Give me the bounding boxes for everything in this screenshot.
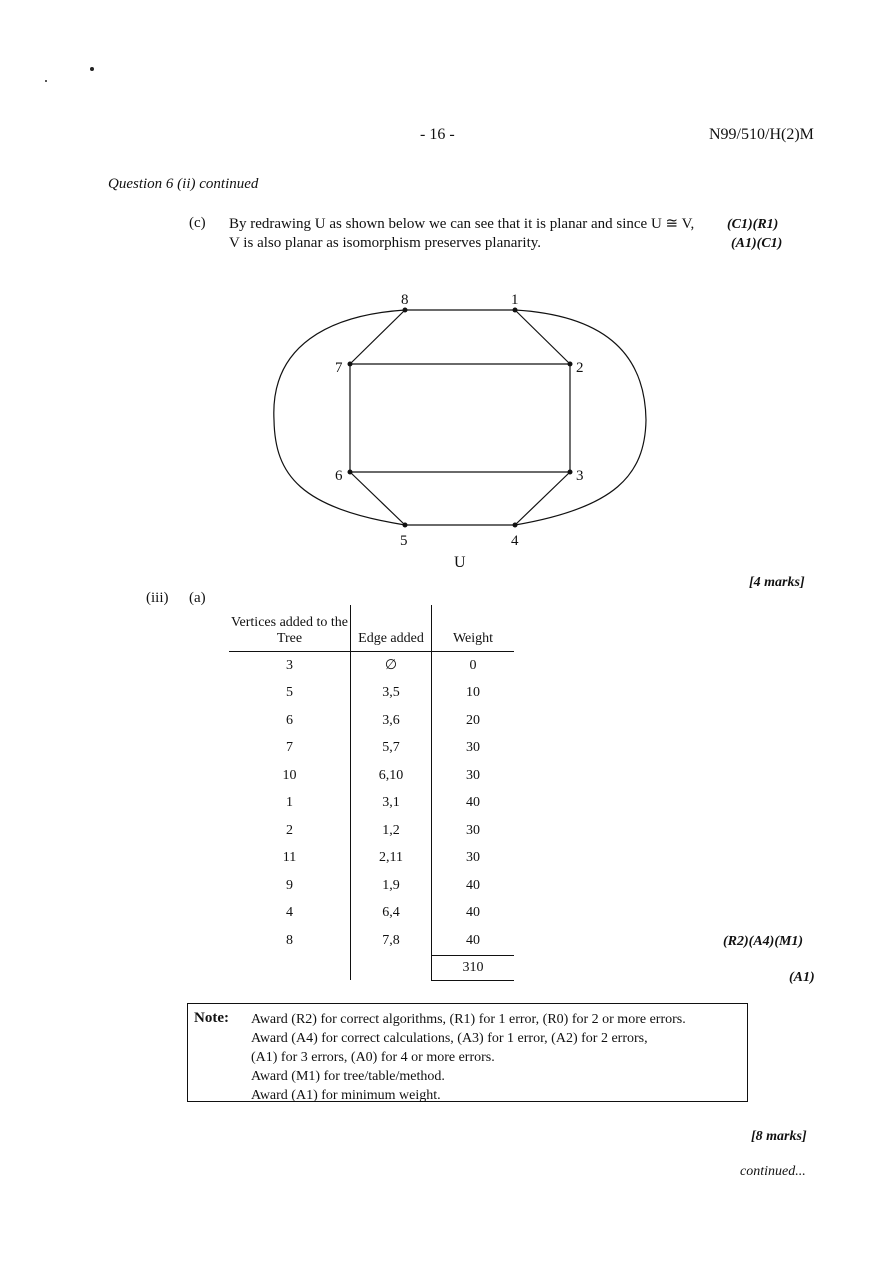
table-row: 5 3,5 10 (229, 680, 514, 708)
continued-label: continued... (740, 1164, 806, 1179)
table-row: 4 6,4 40 (229, 900, 514, 928)
paper-code: N99/510/H(2)M (709, 126, 814, 143)
part-c-label: (c) (189, 215, 206, 231)
marks-four: [4 marks] (749, 575, 805, 590)
vertex-2 (568, 362, 573, 367)
vertex-1 (513, 308, 518, 313)
note-line-5: Award (A1) for minimum weight. (251, 1088, 441, 1103)
note-line-1: Award (R2) for correct algorithms, (R1) for 1 error, (R0) for 2 or more errors. (251, 1012, 686, 1027)
vertex-8 (403, 308, 408, 313)
table-total-row (229, 955, 514, 980)
vertex-label-7: 7 (335, 360, 343, 376)
note-line-2: Award (A4) for correct calculations, (A3) for 1 error, (A2) for 2 errors, (251, 1031, 648, 1046)
prim-algorithm-table (229, 605, 514, 981)
table-row: 3 ∅ 0 (229, 652, 514, 680)
marks-a1-c1: (A1)(C1) (731, 236, 783, 251)
marks-eight: [8 marks] (751, 1129, 807, 1144)
part-c-text (229, 215, 694, 253)
vertex-label-1: 1 (511, 292, 519, 308)
note-line-4: Award (M1) for tree/table/method. (251, 1069, 445, 1084)
table-row: 10 6,10 30 (229, 762, 514, 790)
table-row: 6 3,6 20 (229, 707, 514, 735)
vertex-label-2: 2 (576, 360, 584, 376)
vertex-5 (403, 523, 408, 528)
table-row: 8 7,8 40 (229, 927, 514, 955)
edge-8-5-outer (274, 310, 405, 525)
table-row: 2 1,2 30 (229, 817, 514, 845)
part-c-line-1: By redrawing U as shown below we can see that it is planar and since U ≅ V, (229, 216, 695, 232)
edge-6-5 (350, 472, 405, 525)
column-header-vertices: Vertices added to the Tree (229, 605, 351, 652)
marks-r2-a4-m1: (R2)(A4)(M1) (723, 934, 804, 949)
table-row: 9 1,9 40 (229, 872, 514, 900)
scan-speck (90, 67, 94, 71)
table-row: 11 2,11 30 (229, 845, 514, 873)
column-header-edge: Edge added (351, 605, 432, 652)
part-iii-a-label: (a) (189, 590, 206, 606)
vertex-label-6: 6 (335, 468, 343, 484)
planar-graph-u (260, 285, 660, 575)
vertex-4 (513, 523, 518, 528)
graph-caption: U (454, 554, 466, 571)
vertex-label-8: 8 (401, 292, 409, 308)
table-row: 1 3,1 40 (229, 790, 514, 818)
page-number: - 16 - (420, 126, 455, 143)
vertex-7 (348, 362, 353, 367)
note-text (251, 1010, 686, 1105)
part-iii-label: (iii) (146, 590, 169, 606)
question-heading: Question 6 (ii) continued (108, 176, 259, 192)
vertex-3 (568, 470, 573, 475)
edge-1-2 (515, 310, 570, 364)
edge-7-8 (350, 310, 405, 364)
note-label: Note: (194, 1010, 229, 1026)
edge-3-4 (515, 472, 570, 525)
marking-note-box (187, 1003, 748, 1102)
part-c-line-2: V is also planar as isomorphism preserves planarity. (229, 235, 542, 251)
total-weight: 310 (432, 955, 515, 980)
vertex-6 (348, 470, 353, 475)
table-row: 7 5,7 30 (229, 735, 514, 763)
scan-speck (45, 80, 47, 82)
note-line-3: (A1) for 3 errors, (A0) for 4 or more errors. (251, 1050, 495, 1065)
marks-c1-r1: (C1)(R1) (727, 217, 779, 232)
vertex-label-3: 3 (576, 468, 584, 484)
column-header-weight: Weight (432, 605, 515, 652)
vertex-label-4: 4 (511, 533, 519, 549)
marks-a1: (A1) (789, 970, 815, 985)
edge-1-4-outer (515, 310, 646, 525)
vertex-label-5: 5 (400, 533, 408, 549)
